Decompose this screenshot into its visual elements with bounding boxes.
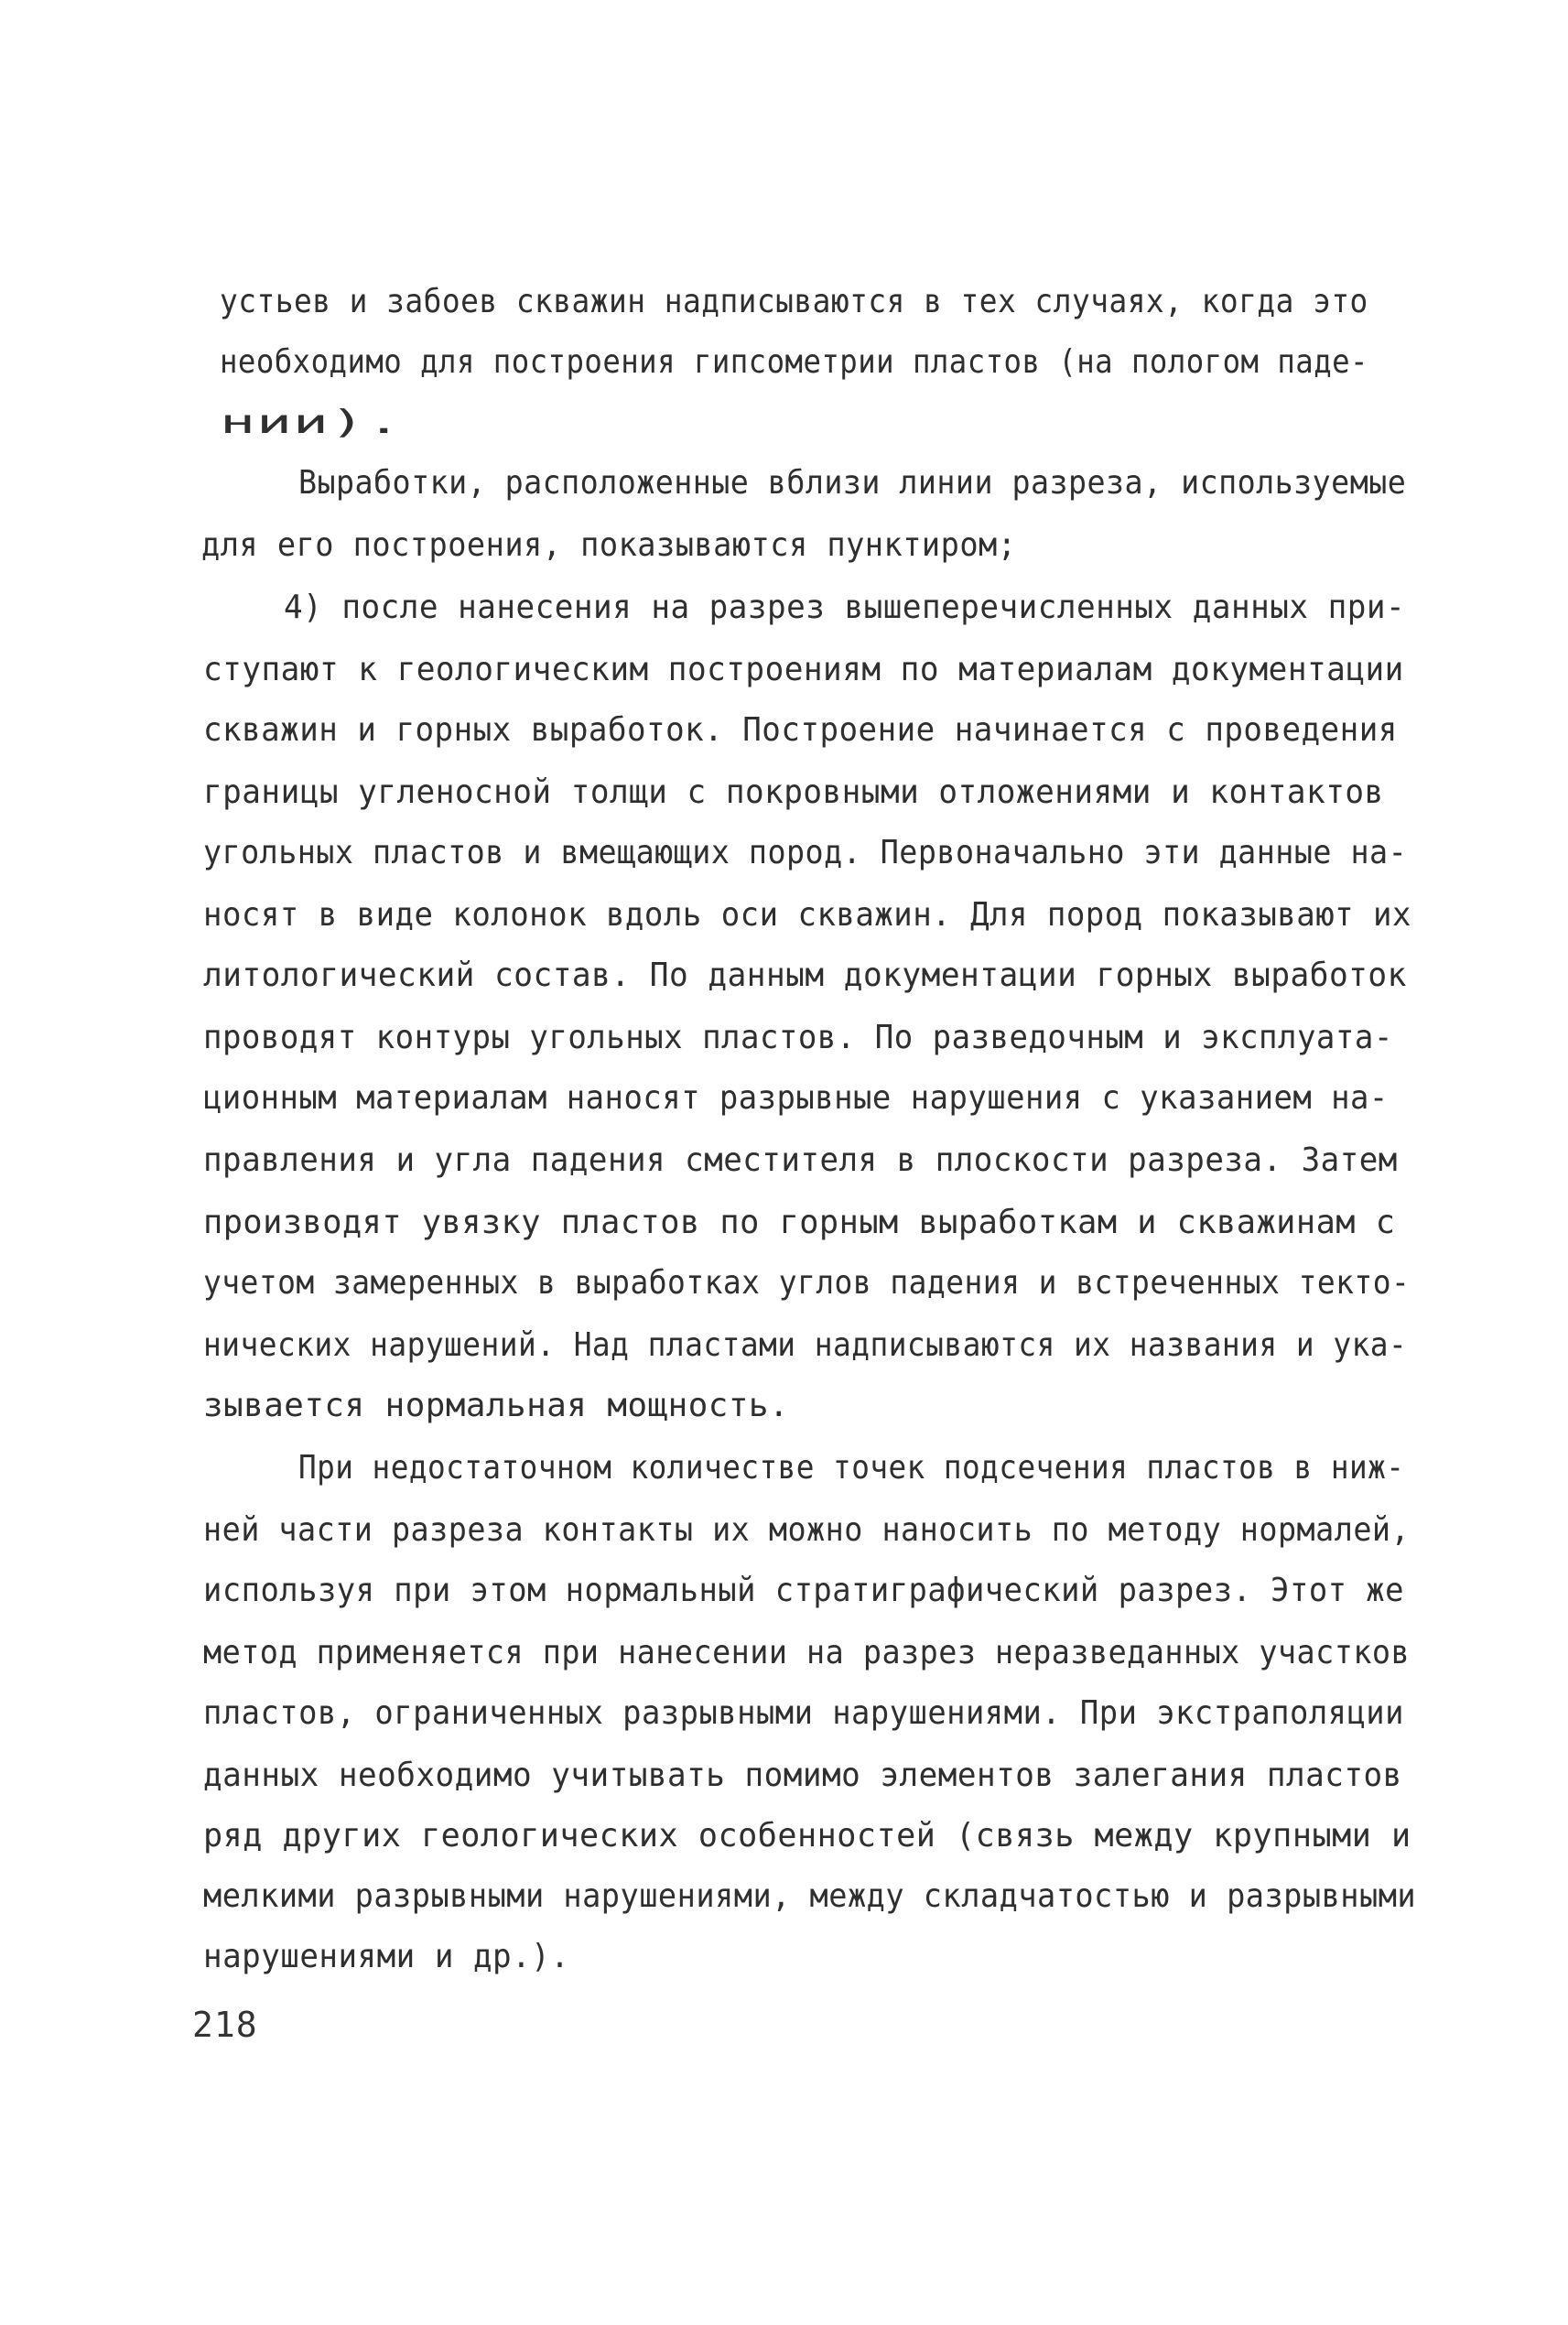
- text-line: При недостаточном количестве точек подсечения пластов в ниж-: [298, 1449, 1405, 1487]
- text-line: устьев и забоев скважин надписываются в тех случаях, когда это: [220, 283, 1368, 320]
- text-line: ней части разреза контакты их можно наносить по методу нормалей,: [203, 1511, 1411, 1549]
- text-line: производят увязку пластов по горным выработкам и скважинам с: [203, 1204, 1396, 1241]
- text-line: границы угленосной толщи с покровными отложениями и контактов: [203, 773, 1384, 811]
- text-line: ряд других геологических особенностей (связь между крупными и: [203, 1817, 1411, 1855]
- text-line: нарушениями и др.).: [203, 1938, 570, 1975]
- text-line: используя при этом нормальный стратиграфический разрез. Этот же: [203, 1572, 1404, 1609]
- text-line: ступают к геологическим построениям по материалам документации: [203, 651, 1404, 688]
- text-line: нии).: [220, 404, 403, 441]
- text-line: нических нарушений. Над пластами надписываются их названия и ука-: [203, 1326, 1408, 1364]
- text-line: зывается нормальная мощность.: [203, 1387, 790, 1424]
- text-line: Выработки, расположенные вблизи линии разреза, используемые: [298, 464, 1407, 502]
- text-line: угольных пластов и вмещающих пород. Первоначально эти данные на-: [203, 834, 1408, 871]
- page-number: 218: [192, 2005, 258, 2045]
- text-line: носят в виде колонок вдоль оси скважин. Для пород показывают их: [203, 896, 1411, 934]
- text-line: 4) после нанесения на разрез вышеперечисленных данных при-: [284, 589, 1406, 626]
- text-line: необходимо для построения гипсометрии пластов (на пологом паде-: [220, 343, 1368, 381]
- text-line: данных необходимо учитывать помимо элементов залегания пластов: [203, 1757, 1402, 1794]
- text-line: метод применяется при нанесении на разрез неразведанных участков: [203, 1634, 1411, 1671]
- text-line: ционным материалам наносят разрывные нарушения с указанием на-: [203, 1079, 1389, 1117]
- text-line: литологический состав. По данным документации горных выработок: [203, 957, 1407, 994]
- text-line: скважин и горных выработок. Построение начинается с проведения: [203, 711, 1398, 749]
- text-line: учетом замеренных в выработках углов падения и встреченных текто-: [203, 1264, 1411, 1302]
- text-line: для его построения, показываются пунктиром;: [201, 526, 1017, 564]
- text-line: правления и угла падения сместителя в плоскости разреза. Затем: [203, 1141, 1398, 1179]
- text-line: пластов, ограниченных разрывными нарушениями. При экстраполяции: [203, 1694, 1404, 1732]
- text-line: мелкими разрывными нарушениями, между складчатостью и разрывными: [203, 1877, 1417, 1915]
- text-line: проводят контуры угольных пластов. По разведочным и эксплуата-: [203, 1019, 1393, 1056]
